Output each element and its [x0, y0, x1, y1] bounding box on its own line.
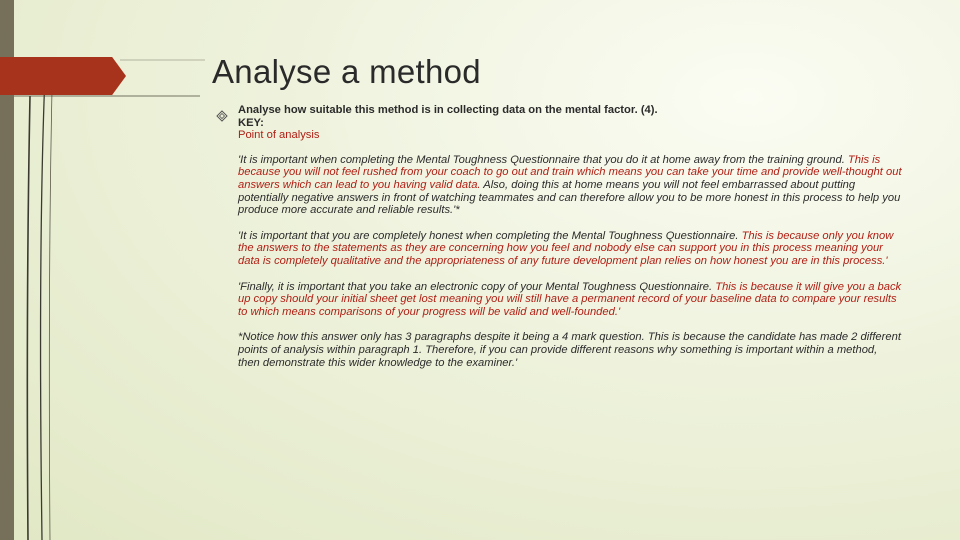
- paragraph-analysis: This is because only you know the answers to the statements as they are concerning how you feel and nobody else can support you in this process meaning your data is completely qualitative and the appropriateness of any future development plan relies on how honest you are in this process.': [238, 229, 894, 267]
- answer-paragraph-1: [238, 154, 902, 217]
- answer-paragraph-3: [238, 281, 902, 319]
- paragraph-point: 'It is important that you are completely honest when completing the Mental Toughness Questionnaire.: [238, 229, 739, 242]
- key-label: KEY:: [238, 116, 264, 129]
- paragraph-analysis: This is because it will give you a back up copy should your initial sheet get lost meaning you will still have a permanent record of your baseline data to compare your results to which means comparisons of your progress will be valid and well-founded.': [238, 280, 902, 318]
- point-of-analysis-label: Point of analysis: [238, 129, 320, 142]
- paragraph-point: 'Finally, it is important that you take an electronic copy of your Mental Toughness Questionnaire.: [238, 280, 713, 293]
- title-accent-flag: [0, 57, 126, 95]
- slide-content: [238, 104, 902, 369]
- paragraph-point: 'It is important when completing the Mental Toughness Questionnaire that you do it at home away from the training ground.: [238, 153, 845, 166]
- examiner-note: *Notice how this answer only has 3 paragraphs despite it being a 4 mark question. This is because the candidate has made 2 different points of analysis within paragraph 1. Therefore, if you can provide different reasons why something is important within a method, then demonstrate this wider knowledge to the examiner.': [238, 331, 901, 369]
- paragraph-point: Also, doing this at home means you will not feel embarrassed about putting potentially negative answers in front of watching teammates and can therefore allow you to be more honest in this process to help you produce more accurate and reliable results.'*: [238, 178, 901, 217]
- question-text: Analyse how suitable this method is in collecting data on the mental factor. (4).: [238, 104, 658, 116]
- page-title: Analyse a method: [212, 53, 481, 90]
- diamond-bullet-icon: [216, 110, 228, 122]
- paragraph-analysis: This is because you will not feel rushed from your coach to go out and train which means you can take your time and provide well-thought out answers which can lead to you having valid data.: [238, 153, 902, 191]
- answer-paragraph-2: [238, 230, 902, 268]
